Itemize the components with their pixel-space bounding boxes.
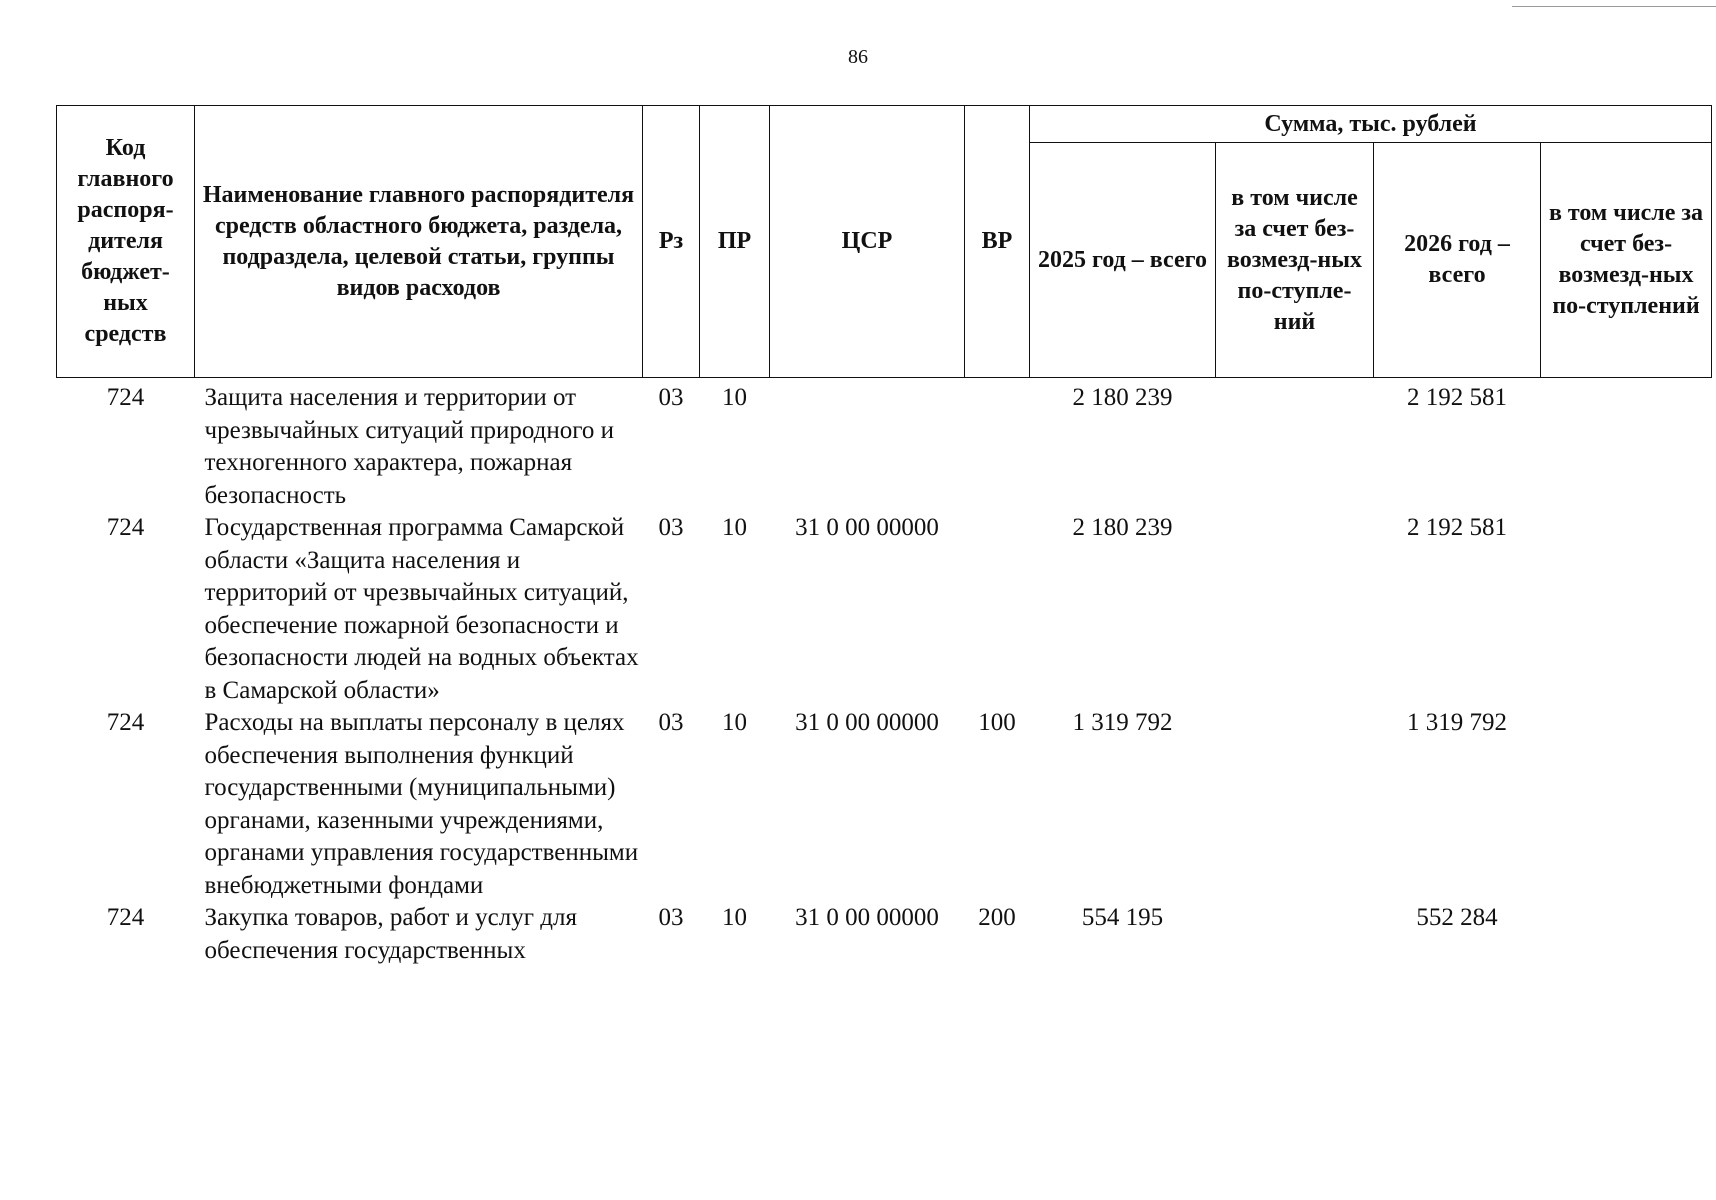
cell-2025-grants <box>1216 707 1374 902</box>
cell-2025-grants <box>1216 902 1374 967</box>
header-vr: ВР <box>965 106 1030 378</box>
cell-2025-total: 2 180 239 <box>1072 514 1173 541</box>
cell-code: 724 <box>106 709 145 736</box>
top-edge-rule <box>1512 6 1716 7</box>
header-name: Наименование главного распорядителя средств областного бюджета, раздела, подраздела, целевой статьи, группы видов расходов <box>195 106 643 378</box>
cell-2025-grants <box>1216 378 1374 513</box>
cell-2025-grants <box>1216 512 1374 707</box>
cell-2025-total: 1 319 792 <box>1072 709 1173 736</box>
table-row <box>57 902 1712 967</box>
budget-table <box>56 105 1712 967</box>
cell-rz: 03 <box>658 709 684 736</box>
cell-name: Защита населения и территории от чрезвычайных ситуаций природного и техногенного характера, пожарная безопасность <box>204 384 615 509</box>
cell-vr: 100 <box>978 709 1016 736</box>
cell-vr: 200 <box>978 904 1016 931</box>
cell-code: 724 <box>106 514 145 541</box>
cell-2026-grants <box>1541 902 1712 967</box>
cell-csr: 31 0 00 00000 <box>795 904 939 931</box>
table-row <box>57 378 1712 513</box>
cell-pr: 10 <box>722 709 747 736</box>
cell-2026-grants <box>1541 378 1712 513</box>
header-code: Код главного распоря-дителя бюджет-ных средств <box>57 106 195 378</box>
cell-2025-total: 554 195 <box>1081 904 1164 931</box>
cell-rz: 03 <box>658 384 684 411</box>
cell-2026-grants <box>1541 512 1712 707</box>
header-rz: Рз <box>643 106 700 378</box>
cell-2026-total: 1 319 792 <box>1407 709 1507 736</box>
header-csr: ЦСР <box>770 106 965 378</box>
cell-2026-total: 2 192 581 <box>1407 514 1507 541</box>
header-2025-total: 2025 год – всего <box>1030 143 1216 378</box>
cell-pr: 10 <box>722 904 747 931</box>
cell-pr: 10 <box>722 514 747 541</box>
cell-2026-total: 552 284 <box>1416 904 1498 931</box>
cell-rz: 03 <box>658 514 684 541</box>
cell-name: Закупка товаров, работ и услуг для обеспечения государственных <box>204 904 577 964</box>
cell-csr <box>770 378 965 513</box>
cell-2026-total: 2 192 581 <box>1407 384 1507 411</box>
cell-name: Государственная программа Самарской области «Защита населения и территорий от чрезвычайных ситуаций, обеспечение пожарной безопасности и безопасности людей на водных объектах в Самарской области» <box>204 514 639 704</box>
header-2026-grants: в том числе за счет без-возмезд-ных по-ступлений <box>1541 143 1712 378</box>
cell-pr: 10 <box>722 384 747 411</box>
page-number: 86 <box>848 46 868 68</box>
cell-name: Расходы на выплаты персоналу в целях обеспечения выполнения функций государственными (муниципальными) органами, казенными учреждениями, органами управления государственными внебюджетными фондами <box>204 709 639 899</box>
header-sum: Сумма, тыс. рублей <box>1030 106 1712 143</box>
cell-code: 724 <box>106 904 145 931</box>
table-row <box>57 512 1712 707</box>
cell-code: 724 <box>106 384 145 411</box>
header-pr: ПР <box>700 106 770 378</box>
cell-vr <box>965 378 1030 513</box>
table-row <box>57 707 1712 902</box>
cell-rz: 03 <box>658 904 684 931</box>
cell-2026-grants <box>1541 707 1712 902</box>
cell-csr: 31 0 00 00000 <box>795 709 939 736</box>
header-2026-total: 2026 год – всего <box>1374 143 1541 378</box>
cell-2025-total: 2 180 239 <box>1072 384 1173 411</box>
header-2025-grants: в том числе за счет без-возмезд-ных по-ступле-ний <box>1216 143 1374 378</box>
cell-vr <box>965 512 1030 707</box>
cell-csr: 31 0 00 00000 <box>795 514 939 541</box>
